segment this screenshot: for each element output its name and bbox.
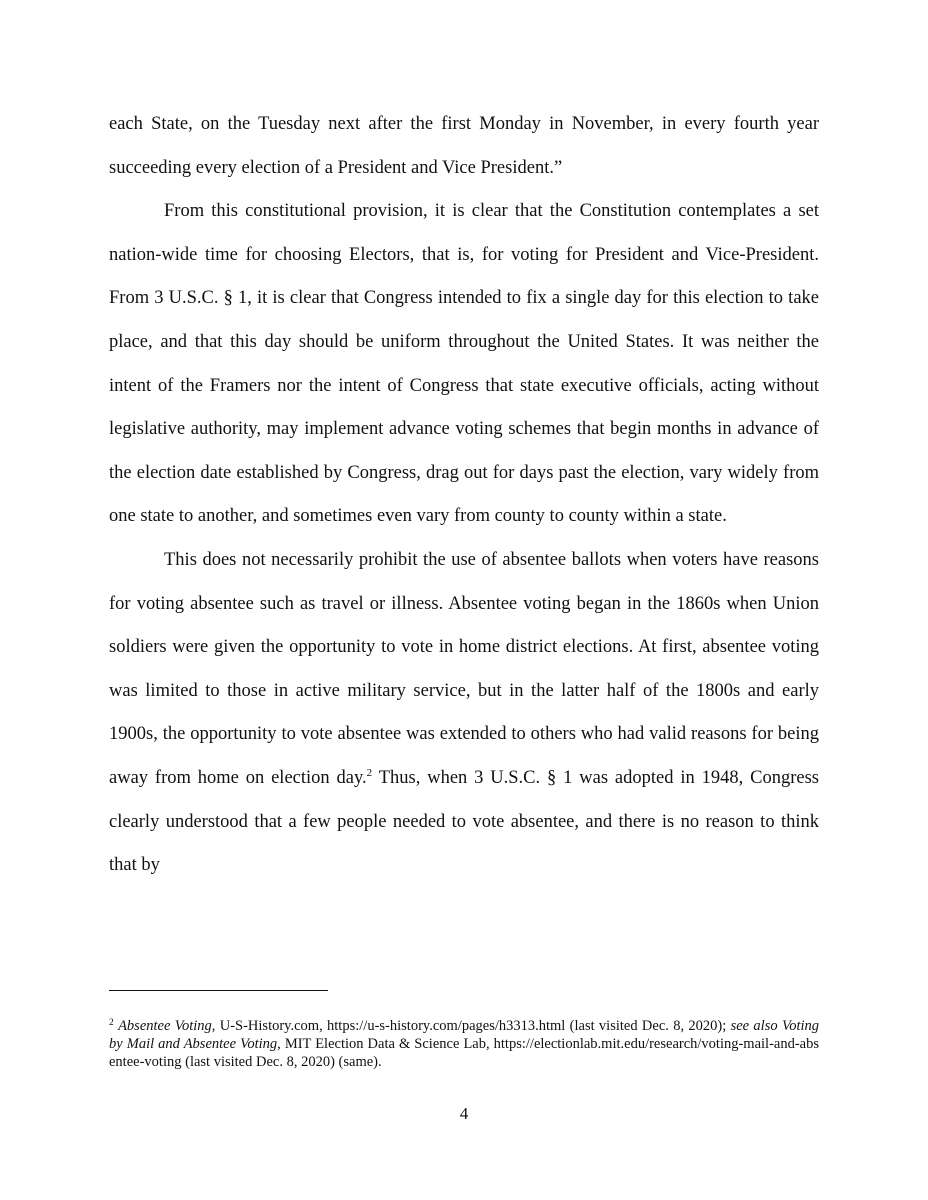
footnote-visited: (last visited Dec. 8, 2020) (same).: [181, 1054, 382, 1071]
footnote: [109, 1017, 819, 1072]
footnote-link-us-history[interactable]: https://u-s-history.com/pages/h3313.html: [327, 1018, 566, 1034]
footnote-number: 2: [109, 1018, 114, 1028]
footnote-see-also: see also: [730, 1018, 778, 1034]
footnote-divider: [109, 990, 328, 991]
paragraph-text-after-note: Thus, when 3 U.S.C. § 1 was adopted in 1948, Congress clearly understood that a few people needed to vote absentee, and there is no reason to think that by: [109, 767, 819, 876]
footnote-source: , U-S-History.com,: [211, 1018, 328, 1034]
body-text: [109, 103, 819, 888]
paragraph-continuation: [109, 103, 819, 190]
footnote-reference[interactable]: 2: [366, 766, 373, 779]
paragraph-text: each State, on the Tuesday next after the first Monday in November, in every fourth year succeeding every election of a President and Vice President.”: [109, 114, 819, 178]
footnote-link-mit-electionlab[interactable]: https://electionlab.mit.edu/research/voting-mail-and-absentee-voting: [109, 1036, 819, 1071]
footnote-visited: (last visited Dec. 8, 2020);: [565, 1018, 731, 1034]
page-number: 4: [459, 1104, 469, 1123]
paragraph-constitutional-provision: [109, 190, 819, 539]
footnote-title-voting-by-mail: Voting by Mail and Absentee Voting: [109, 1018, 819, 1053]
paragraph-text: From this constitutional provision, it is clear that the Constitution contemplates a set nation-wide time for choosing Electors, that is, for voting for President and Vice-President. From 3 U.S.C. § 1, it is clear that Congress intended to fix a single day for this election to take place, and that this day should be uniform throughout the United States. It was neither the intent of the Framers nor the intent of Congress that state executive officials, acting without legislative authority, may implement advance voting schemes that begin months in advance of the election date established by Congress, drag out for days past the election, vary widely from one state to another, and sometimes even vary from county to county within a state.: [109, 201, 819, 527]
footnote-source: , MIT Election Data & Science Lab,: [277, 1036, 494, 1053]
paragraph-text-before-note: This does not necessarily prohibit the use of absentee ballots when voters have reasons for voting absentee such as travel or illness. Absentee voting began in the 1860s when Union soldiers were given the opportunity to vote in home district elections. At first, absentee voting was limited to those in active military service, but in the latter half of the 1800s and early 1900s, the opportunity to vote absentee was extended to others who had valid reasons for being away from home on election day.: [109, 549, 819, 788]
footnote-title-absentee-voting: Absentee Voting: [118, 1018, 212, 1034]
paragraph-absentee-ballots: [109, 539, 819, 888]
